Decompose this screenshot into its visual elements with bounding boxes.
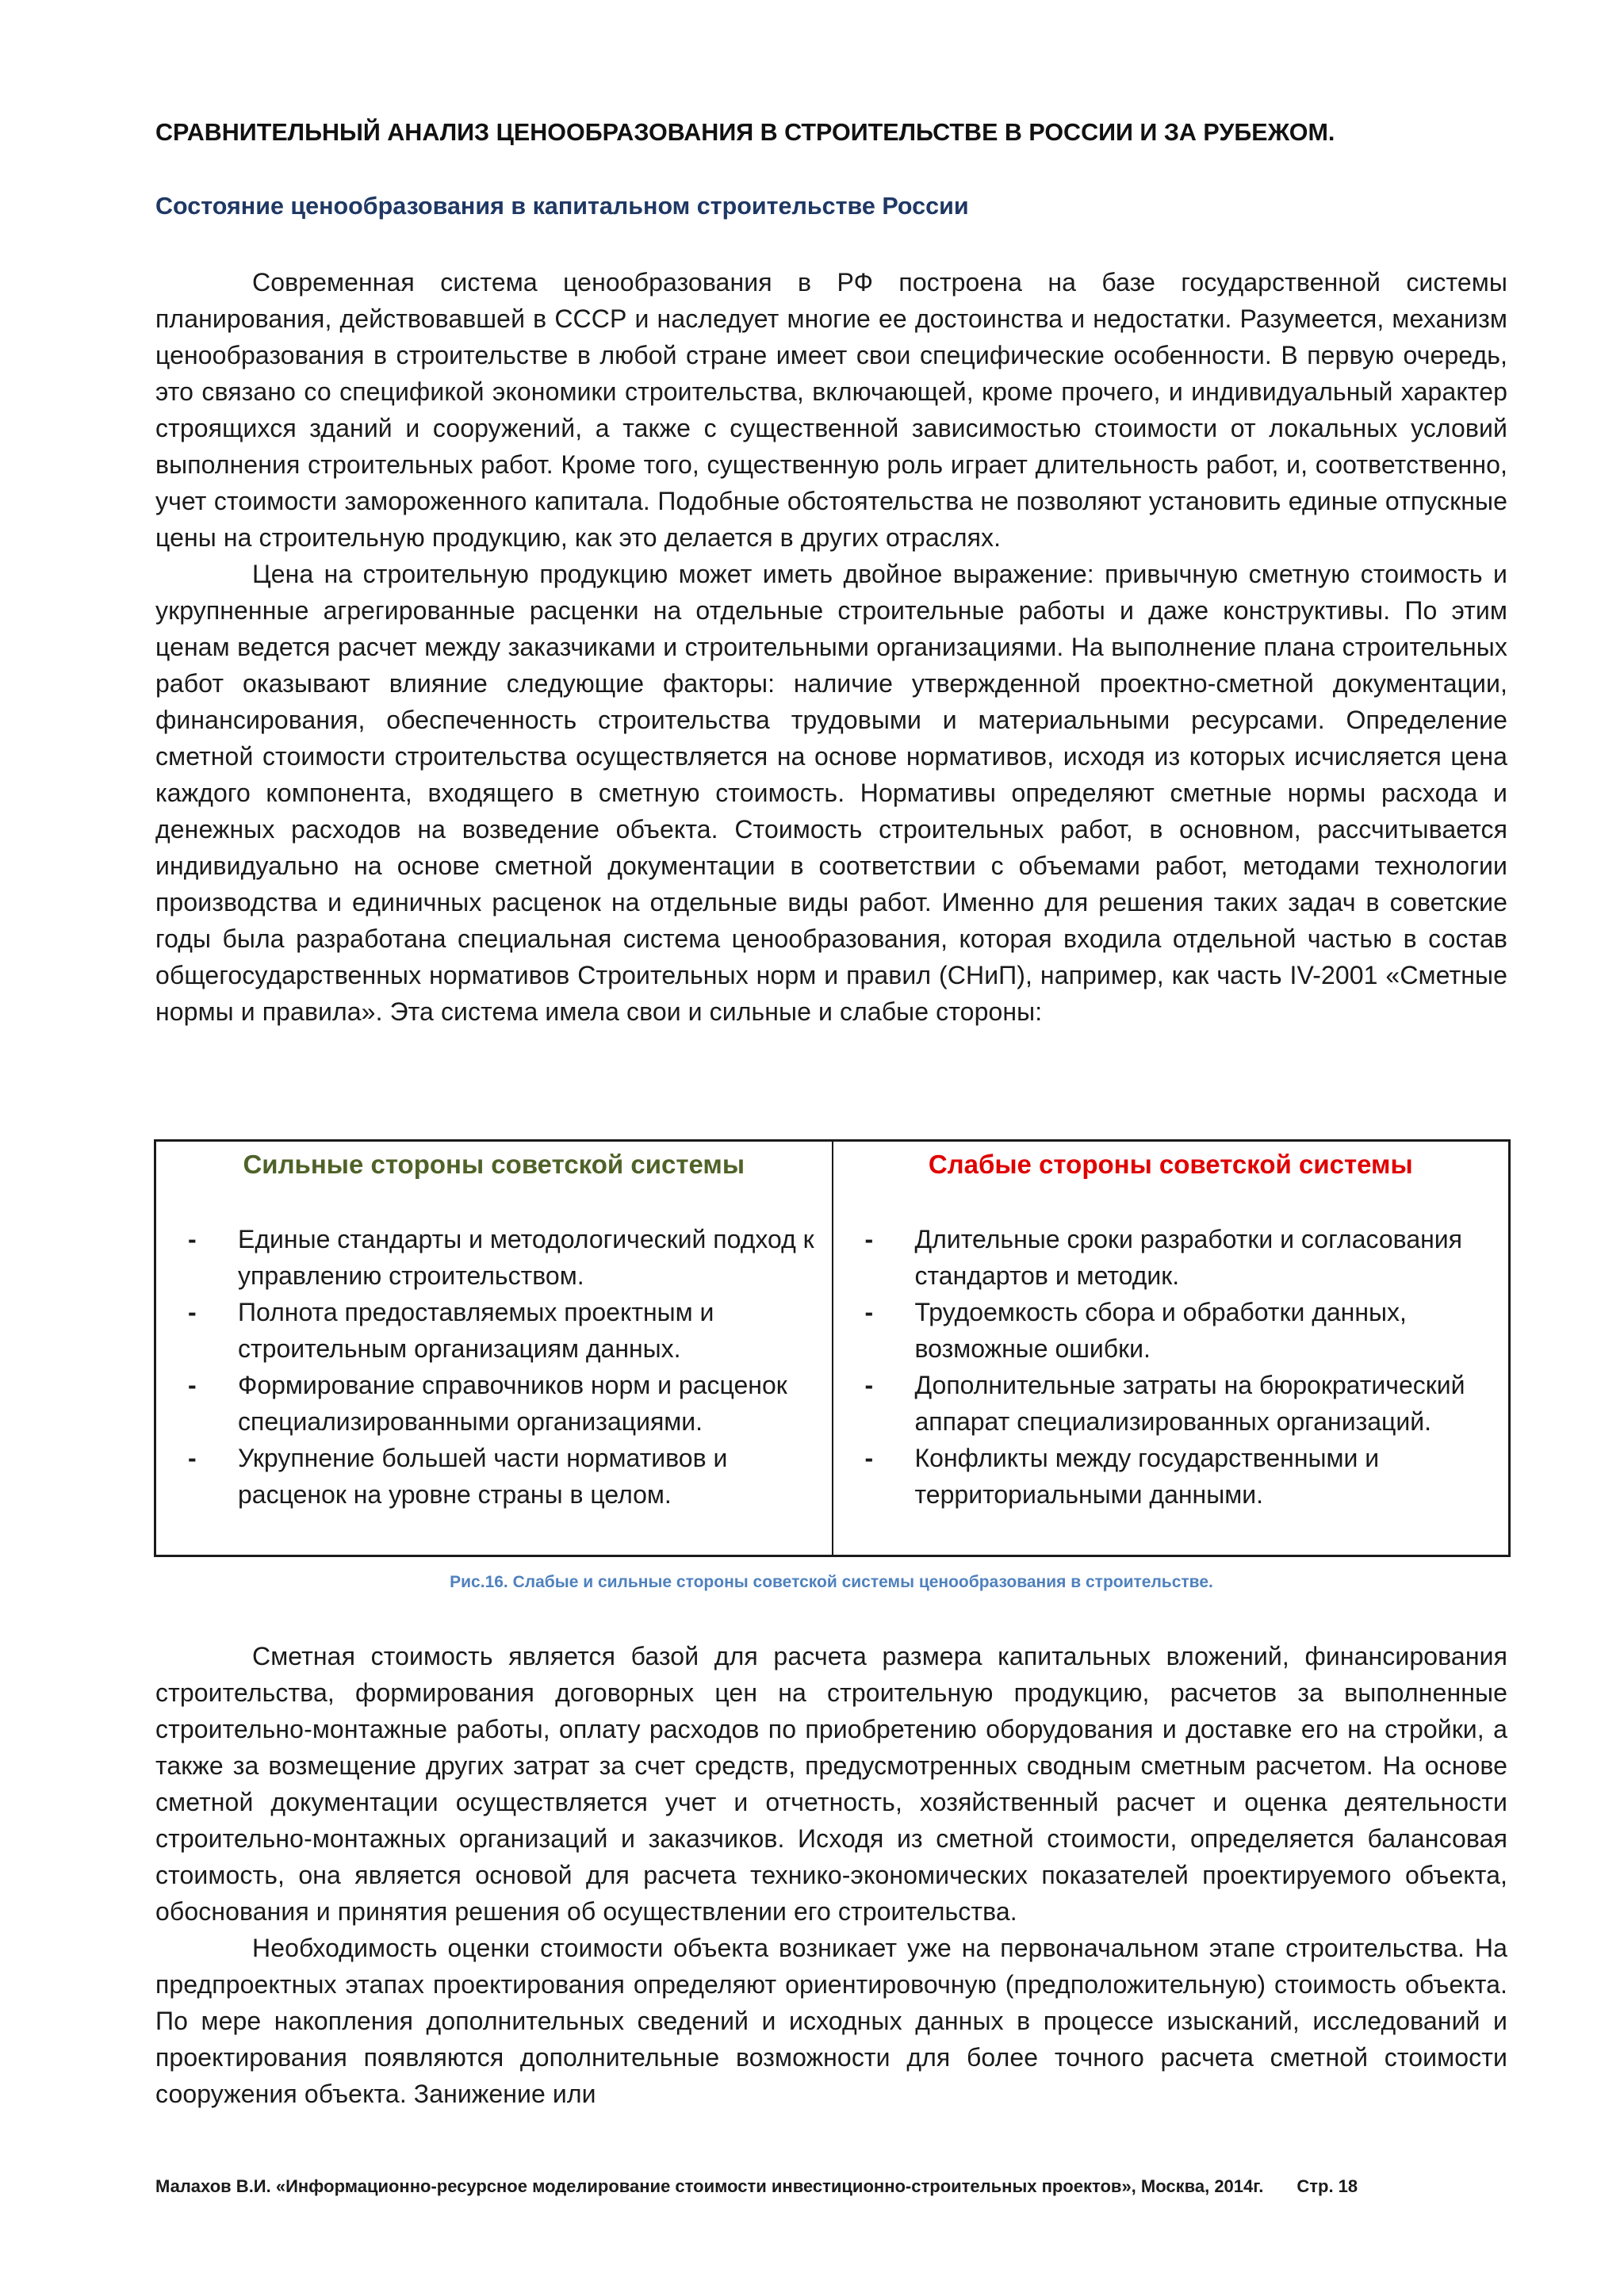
bullet-dash: - <box>864 1298 874 1326</box>
bullet-dash: - <box>864 1444 874 1472</box>
list-item <box>156 1294 832 1367</box>
list-item <box>833 1440 1509 1513</box>
list-item <box>156 1221 832 1294</box>
bullet-dash: - <box>188 1298 197 1326</box>
bullet-dash: - <box>188 1371 197 1399</box>
body-text-bottom <box>155 1638 1507 2112</box>
section-title: Состояние ценообразования в капитальном строительстве России <box>155 193 969 220</box>
list-item <box>156 1440 832 1513</box>
list-item-text: Дополнительные затраты на бюрократический аппарат специализированных организаций. <box>914 1371 1465 1436</box>
footer-citation: Малахов В.И. «Информационно-ресурсное моделирование стоимости инвестиционно-строительных проектов», Москва, 2014г. <box>155 2176 1264 2196</box>
strengths-column <box>156 1142 833 1555</box>
paragraph: Цена на строительную продукцию может иметь двойное выражение: привычную сметную стоимость и укрупненные агрегированные расценки на отдельные строительные работы и даже конструктивы. По этим ценам ведется расчет между заказчиками и строительными организациями. На выполнение плана строительных работ оказывают влияние следующие факторы: наличие утвержденной проектно-сметной документации, финансирования, обеспеченность строительства трудовыми и материальными ресурсами. Определение сметной стоимости строительства осуществляется на основе нормативов, исходя из которых исчисляется цена каждого компонента, входящего в сметную стоимость. Нормативы определяют сметные нормы расхода и денежных расходов на возведение объекта. Стоимость строительных работ, в основном, рассчитывается индивидуально на основе сметной документации в соответствии с объемами работ, методами технологии производства и единичных расценок на отдельные виды работ. Именно для решения таких задач в советские годы была разработана специальная система ценообразования, которая входила отдельной частью в состав общегосударственных нормативов Строительных норм и правил (СНиП), например, как часть IV-2001 «Сметные нормы и правила». Эта система имела свои и сильные и слабые стороны: <box>155 560 1507 1026</box>
bullet-dash: - <box>864 1371 874 1399</box>
list-item-text: Единые стандарты и методологический подход к управлению строительством. <box>238 1225 814 1290</box>
figure-caption: Рис.16. Слабые и сильные стороны советской системы ценообразования в строительстве. <box>450 1573 1213 1591</box>
list-item-text: Формирование справочников норм и расценок специализированными организациями. <box>238 1371 787 1436</box>
list-item-text: Укрупнение большей части нормативов и расценок на уровне страны в целом. <box>238 1444 728 1509</box>
list-item-text: Полнота предоставляемых проектным и строительным организациям данных. <box>238 1298 714 1363</box>
weaknesses-list <box>833 1221 1509 1513</box>
list-item-text: Длительные сроки разработки и согласования стандартов и методик. <box>914 1225 1462 1290</box>
strengths-heading: Сильные стороны советской системы <box>243 1150 745 1179</box>
weaknesses-column <box>833 1142 1509 1555</box>
list-item <box>156 1367 832 1440</box>
paragraph: Современная система ценообразования в РФ построена на базе государственной системы планирования, действовавшей в СССР и наследует многие ее достоинства и недостатки. Разумеется, механизм ценообразования в строительстве в любой стране имеет свои специфические особенности. В первую очередь, это связано со спецификой экономики строительства, включающей, кроме прочего, и индивидуальный характер строящихся зданий и сооружений, а также с существенной зависимостью стоимости от локальных условий выполнения строительных работ. Кроме того, существенную роль играет длительность работ, и, соответственно, учет стоимости замороженного капитала. Подобные обстоятельства не позволяют установить единые отпускные цены на строительную продукцию, как это делается в других отраслях. <box>155 268 1507 552</box>
document-title: СРАВНИТЕЛЬНЫЙ АНАЛИЗ ЦЕНООБРАЗОВАНИЯ В СТРОИТЕЛЬСТВЕ В РОССИИ И ЗА РУБЕЖОМ. <box>155 119 1335 146</box>
page-number: Стр. 18 <box>1297 2176 1358 2196</box>
list-item-text: Конфликты между государственными и территориальными данными. <box>914 1444 1380 1509</box>
bullet-dash: - <box>864 1225 874 1253</box>
list-item-text: Трудоемкость сбора и обработки данных, возможные ошибки. <box>914 1298 1407 1363</box>
weaknesses-heading: Слабые стороны советской системы <box>928 1150 1413 1179</box>
list-item <box>833 1294 1509 1367</box>
list-item <box>833 1221 1509 1294</box>
page-footer <box>155 2176 1488 2197</box>
bullet-dash: - <box>188 1225 197 1253</box>
strengths-list <box>156 1221 832 1513</box>
paragraph: Необходимость оценки стоимости объекта возникает уже на первоначальном этапе строительства. На предпроектных этапах проектирования определяют ориентировочную (предположительную) стоимость объекта. По мере накопления дополнительных сведений и исходных данных в процессе изысканий, исследований и проектирования появляются дополнительные возможности для более точного расчета сметной стоимости сооружения объекта. Занижение или <box>155 1934 1507 2108</box>
comparison-table <box>154 1139 1511 1557</box>
body-text-top <box>155 264 1507 1030</box>
bullet-dash: - <box>188 1444 197 1472</box>
paragraph: Сметная стоимость является базой для расчета размера капитальных вложений, финансирования строительства, формирования договорных цен на строительную продукцию, расчетов за выполненные строительно-монтажные работы, оплату расходов по приобретению оборудования и доставке его на стройки, а также за возмещение других затрат за счет средств, предусмотренных сводным сметным расчетом. На основе сметной документации осуществляется учет и отчетность, хозяйственный расчет и оценка деятельности строительно-монтажных организаций и заказчиков. Исходя из сметной стоимости, определяется балансовая стоимость, она является основой для расчета технико-экономических показателей проектируемого объекта, обоснования и принятия решения об осуществлении его строительства. <box>155 1642 1507 1926</box>
list-item <box>833 1367 1509 1440</box>
